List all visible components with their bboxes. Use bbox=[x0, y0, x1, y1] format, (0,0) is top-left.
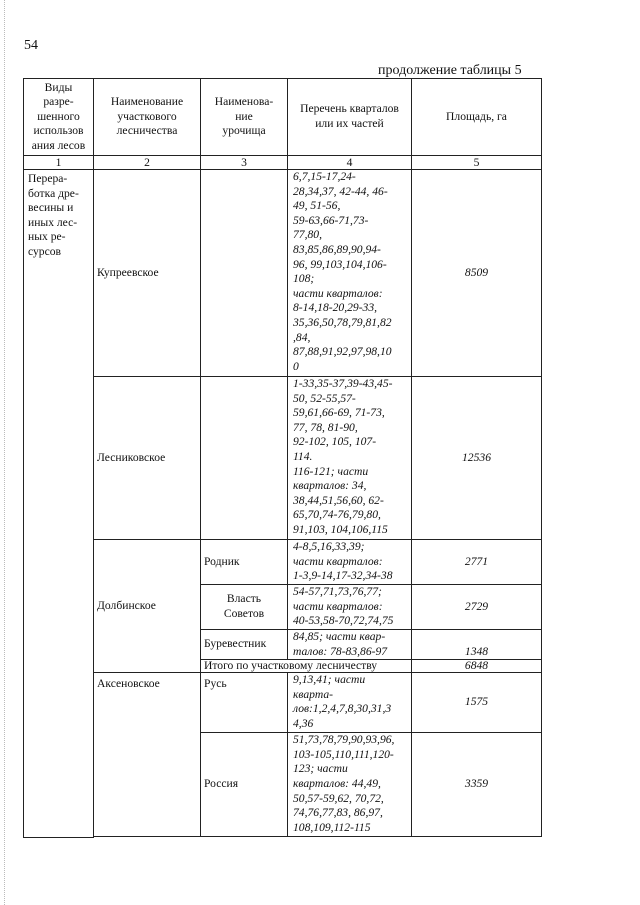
tract-name: Буревестник bbox=[201, 630, 288, 660]
tract-name: Власть Советов bbox=[201, 585, 288, 630]
page-number: 54 bbox=[24, 38, 38, 53]
tract-name bbox=[201, 170, 288, 377]
area-value: 2771 bbox=[412, 540, 542, 585]
header-tract-name: Наименова- ние урочища bbox=[201, 79, 288, 156]
area-value: 1348 bbox=[412, 630, 542, 660]
area-value: 2729 bbox=[412, 585, 542, 630]
table-row bbox=[24, 170, 542, 377]
column-number-row bbox=[24, 156, 542, 170]
table-continuation-label: продолжение таблицы 5 bbox=[378, 63, 522, 78]
forestry-name: Аксеновское bbox=[94, 673, 201, 837]
tract-name: Русь bbox=[201, 673, 288, 733]
table-row bbox=[24, 540, 542, 585]
column-number: 2 bbox=[94, 156, 201, 170]
area-value: 1575 bbox=[412, 673, 542, 733]
total-area-value: 6848 bbox=[412, 660, 542, 673]
table-row bbox=[24, 377, 542, 540]
quarters-list: 54-57,71,73,76,77; части кварталов: 40-53,58-70,72,74,75 bbox=[288, 585, 412, 630]
table-row bbox=[24, 673, 542, 733]
quarters-list: 4-8,5,16,33,39; части кварталов: 1-3,9-14,17-32,34-38 bbox=[288, 540, 412, 585]
page-left-edge bbox=[4, 0, 5, 905]
forestry-name: Лесниковское bbox=[94, 377, 201, 540]
area-value: 3359 bbox=[412, 733, 542, 837]
forest-use-table bbox=[23, 78, 542, 838]
area-value: 12536 bbox=[412, 377, 542, 540]
column-number: 4 bbox=[288, 156, 412, 170]
header-forest-use: Виды разре- шенного использов ания лесов bbox=[24, 79, 94, 156]
column-number: 5 bbox=[412, 156, 542, 170]
quarters-list: 51,73,78,79,90,93,96, 103-105,110,111,120- 123; части кварталов: 44,49, 50,57-59,62, 70,72, 74,76,77,83, 86,97, 108,109,112-115 bbox=[288, 733, 412, 837]
header-forestry-name: Наименование участкового лесничества bbox=[94, 79, 201, 156]
tract-name: Россия bbox=[201, 733, 288, 837]
forest-use-type: Перера- ботка дре- весины и иных лес- ных ре- сурсов bbox=[24, 170, 94, 838]
header-area: Площадь, га bbox=[412, 79, 542, 156]
quarters-list: 9,13,41; части кварта- лов:1,2,4,7,8,30,31,3 4,36 bbox=[288, 673, 412, 733]
column-number: 3 bbox=[201, 156, 288, 170]
quarters-list: 84,85; части квар- талов: 78-83,86-97 bbox=[288, 630, 412, 660]
quarters-list: 6,7,15-17,24- 28,34,37, 42-44, 46- 49, 51-56, 59-63,66-71,73- 77,80, 83,85,86,89,90,94- 96, 99,103,104,106- 108; части кварталов: 8-14,18-20,29-33, 35,36,50,78,79,81,82 ,84, 87,88,91,92,97,98,10 0 bbox=[288, 170, 412, 377]
forestry-name: Долбинское bbox=[94, 540, 201, 673]
column-number: 1 bbox=[24, 156, 94, 170]
area-value: 8509 bbox=[412, 170, 542, 377]
tract-name: Родник bbox=[201, 540, 288, 585]
tract-name bbox=[201, 377, 288, 540]
total-label: Итого по участковому лесничеству bbox=[201, 660, 412, 673]
header-quarters-list: Перечень кварталов или их частей bbox=[288, 79, 412, 156]
quarters-list: 1-33,35-37,39-43,45- 50, 52-55,57- 59,61,66-69, 71-73, 77, 78, 81-90, 92-102, 105, 107- 114. 116-121; части кварталов: 34, 38,44,51,56,60, 62- 65,70,74-76,79,80, 91,103, 104,106,115 bbox=[288, 377, 412, 540]
forestry-name: Купреевское bbox=[94, 170, 201, 377]
